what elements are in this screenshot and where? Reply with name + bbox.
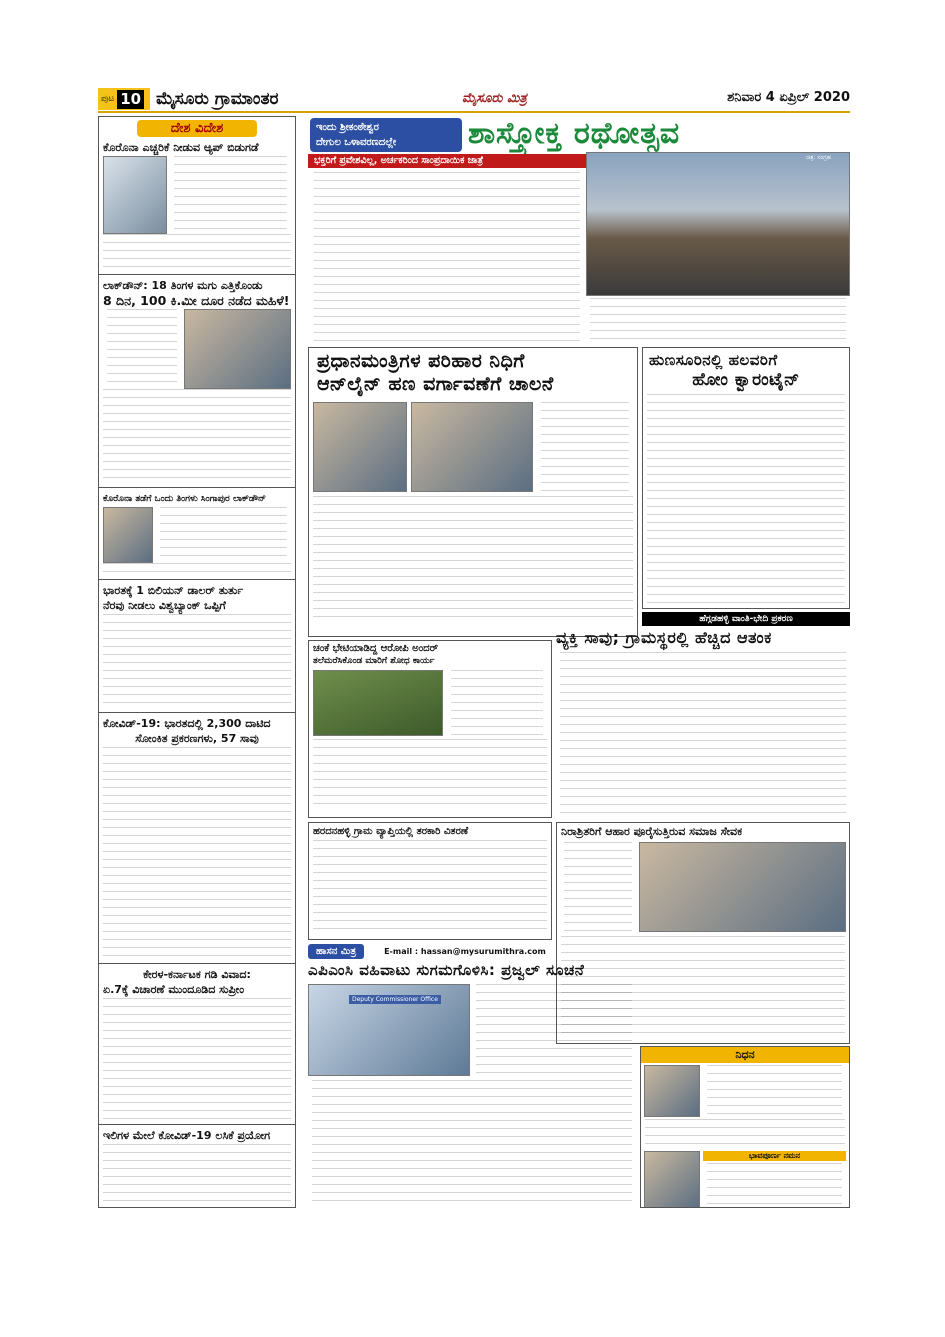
section-title: ಮೈಸೂರು ಗ್ರಾಮಾಂತರ bbox=[156, 89, 279, 109]
chain-snatch-story bbox=[308, 640, 552, 818]
article-body bbox=[170, 156, 291, 234]
article-body bbox=[309, 739, 551, 807]
article-body bbox=[99, 998, 295, 1122]
article-heading: ಕೇರಳ-ಕರ್ನಾಟಕ ಗಡಿ ವಿವಾದ: bbox=[143, 968, 251, 981]
temple-chariot-photo bbox=[586, 152, 850, 296]
article-heading: ನೆರವು ನೀಡಲು ವಿಶ್ವಬ್ಯಾಂಕ್ ಒಪ್ಪಿಗೆ bbox=[103, 599, 226, 612]
article-body bbox=[99, 614, 295, 710]
page-number-box bbox=[98, 88, 150, 110]
article-body bbox=[537, 402, 633, 492]
officials-group-photo bbox=[411, 402, 533, 492]
article-body bbox=[308, 1080, 636, 1206]
section-tag: ಹಾಸನ ಮಿತ್ರ bbox=[308, 944, 364, 959]
obituary-box bbox=[640, 1046, 850, 1208]
lead-story-body bbox=[310, 172, 584, 342]
article-body bbox=[643, 394, 849, 604]
article-heading: ಎಪಿಎಂಸಿ ವಹಿವಾಟು ಸುಗಮಗೊಳಿಸಿ: ಪ್ರಜ್ವಲ್ ಸೂಚನೆ bbox=[308, 961, 585, 979]
hassan-section-header bbox=[308, 942, 552, 960]
article-heading: ಹುಣಸೂರಿನಲ್ಲಿ ಹಲವರಿಗೆ bbox=[649, 351, 778, 369]
kicker-box bbox=[310, 118, 462, 152]
article-body bbox=[309, 840, 551, 934]
article-body bbox=[103, 309, 181, 389]
tribute-heading: ಭಾವಪೂರ್ಣ ನಮನ bbox=[703, 1151, 846, 1161]
kicker-line: ಇಂದು ಶ್ರೀಕಂಠೇಶ್ವರ bbox=[316, 122, 379, 133]
article-heading: ತಲೆಮರೆಸಿಕೊಂಡ ಮಾರಿಗೆ ಶೋಧ ಕಾರ್ಯ bbox=[313, 656, 435, 666]
article-heading: 8 ದಿನ, 100 ಕಿ.ಮೀ ದೂರ ನಡೆದ ಮಹಿಳೆ! bbox=[103, 293, 290, 308]
pm-fund-story bbox=[308, 347, 638, 637]
article-heading: ಕೊರೊನಾ ಎಚ್ಚರಿಕೆ ನೀಡುವ ಆ್ಯಪ್ ಬಿಡುಗಡೆ bbox=[103, 141, 259, 154]
page-label: ಪುಟ bbox=[101, 94, 115, 104]
dc-office-sign: Deputy Commissioner Office bbox=[349, 995, 441, 1004]
article-heading: ಪ್ರಧಾನಮಂತ್ರಿಗಳ ಪರಿಹಾರ ನಿಧಿಗೆ bbox=[317, 350, 525, 372]
article-body bbox=[641, 1119, 849, 1149]
page-number: 10 bbox=[117, 90, 144, 109]
article-body bbox=[703, 1163, 846, 1208]
vegetable-distribution-story bbox=[308, 822, 552, 940]
online-transfer-photo bbox=[313, 402, 407, 492]
article-body bbox=[99, 747, 295, 961]
divider bbox=[99, 712, 295, 713]
article-body bbox=[99, 1144, 295, 1208]
article-heading: ನಿರಾಶ್ರಿತರಿಗೆ ಆಹಾರ ಪೂರೈಸುತ್ತಿರುವ ಸಮಾಜ ಸೇವಕ bbox=[561, 825, 743, 838]
divider bbox=[99, 487, 295, 488]
article-heading: ಆನ್‌ಲೈನ್ ಹಣ ವರ್ಗಾವಣೆಗೆ ಚಾಲನೆ bbox=[317, 373, 554, 395]
article-heading: ಲಾಕ್‌ಡೌನ್: 18 ತಿಂಗಳ ಮಗು ಎತ್ತಿಕೊಂಡು bbox=[103, 279, 263, 292]
article-body bbox=[472, 984, 636, 1076]
article-heading: ಚಂಕೆ ಭೇಟಿಯಾಡಿದ್ದ ಆರೋಪಿ ಅಂದರ್ bbox=[313, 643, 439, 654]
lead-headline: ಶಾಸ್ತ್ರೋಕ್ತ ರಥೋತ್ಸವ bbox=[468, 116, 681, 151]
article-heading: ವ್ಯಕ್ತಿ ಸಾವು; ಗ್ರಾಮಸ್ಥರಲ್ಲಿ ಹೆಚ್ಚಿದ ಆತಂಕ bbox=[556, 628, 772, 647]
hunsur-quarantine-story bbox=[642, 347, 850, 609]
article-body bbox=[447, 670, 547, 736]
desh-videsh-column bbox=[98, 116, 296, 1208]
header-rule bbox=[98, 111, 850, 113]
article-heading: ಭಾರತಕ್ಕೆ 1 ಬಿಲಿಯನ್ ಡಾಲರ್ ತುರ್ತು bbox=[103, 584, 244, 597]
article-body bbox=[156, 507, 291, 563]
article-body bbox=[309, 496, 637, 624]
obituary-photo bbox=[644, 1065, 700, 1117]
divider bbox=[99, 274, 295, 275]
article-heading: ಏ.7ಕ್ಕೆ ವಿಚಾರಣೆ ಮುಂದೂಡಿದ ಸುಪ್ರೀಂ bbox=[103, 983, 245, 996]
article-body bbox=[99, 234, 295, 272]
article-body bbox=[560, 842, 636, 932]
divider bbox=[99, 963, 295, 964]
article-body bbox=[556, 652, 850, 816]
issue-date: ಶನಿವಾರ 4 ಏಪ್ರಿಲ್ 2020 bbox=[727, 90, 850, 105]
dc-office-photo bbox=[308, 984, 470, 1076]
obituary-heading: ನಿಧನ bbox=[641, 1047, 849, 1063]
woman-with-child-photo bbox=[184, 309, 291, 389]
tribute-photo bbox=[644, 1151, 700, 1208]
article-body bbox=[99, 563, 295, 577]
article-heading: ಹರದನಹಳ್ಳಿ ಗ್ರಾಮ ವ್ಯಾಪ್ತಿಯಲ್ಲಿ ತರಕಾರಿ ವಿತರಣೆ bbox=[313, 826, 469, 837]
email-line: E-mail : hassan@mysurumithra.com bbox=[384, 946, 546, 956]
article-heading: ಸೋಂಕಿತ ಪ್ರಕರಣಗಳು, 57 ಸಾವು bbox=[135, 732, 259, 745]
divider bbox=[99, 579, 295, 580]
photo-credit: ಚಿತ್ರ: ಸಂಗ್ರಹ bbox=[806, 154, 831, 161]
lead-photo-caption bbox=[586, 298, 850, 342]
hegg-kicker: ಹೆಗ್ಗಡಹಳ್ಳಿ ವಾಂತಿ-ಭೇದಿ ಪ್ರಕರಣ bbox=[642, 612, 850, 626]
article-body bbox=[99, 389, 295, 485]
section-tag: ದೇಶ ವಿದೇಶ bbox=[137, 120, 257, 137]
page-header bbox=[98, 88, 850, 110]
kicker-line: ದೇಗುಲ ಒಳಾವರಣದಲ್ಲೇ bbox=[316, 137, 397, 148]
food-distribution-photo bbox=[639, 842, 846, 932]
article-heading: ಕೊರೊನಾ ತಡೆಗೆ ಒಂದು ತಿಂಗಳು ಸಿಂಗಾಪುರ ಲಾಕ್‌ಡೌನ್ bbox=[103, 494, 266, 504]
article-body bbox=[703, 1065, 846, 1117]
article-heading: ಇಲಿಗಳ ಮೇಲೆ ಕೋವಿಡ್-19 ಲಸಿಕೆ ಪ್ರಯೋಗ bbox=[103, 1129, 271, 1142]
divider bbox=[99, 1124, 295, 1125]
article-heading: ಕೋವಿಡ್-19: ಭಾರತದಲ್ಲಿ 2,300 ದಾಟಿದ bbox=[103, 717, 271, 730]
police-accused-photo bbox=[313, 670, 443, 736]
masthead-logo: ಮೈಸೂರು ಮಿತ್ರ bbox=[462, 91, 527, 106]
app-screenshot-image bbox=[103, 156, 167, 234]
article-heading: ಹೋಂ ಕ್ವಾರಂಟೈನ್ bbox=[692, 370, 800, 390]
singapore-pm-photo bbox=[103, 507, 153, 563]
lead-subhead: ಭಕ್ತರಿಗೆ ಪ್ರವೇಶವಿಲ್ಲ, ಅರ್ಚಕರಿಂದ ಸಾಂಪ್ರದಾಯಿಕ ಜಾತ್ರೆ bbox=[308, 154, 616, 168]
